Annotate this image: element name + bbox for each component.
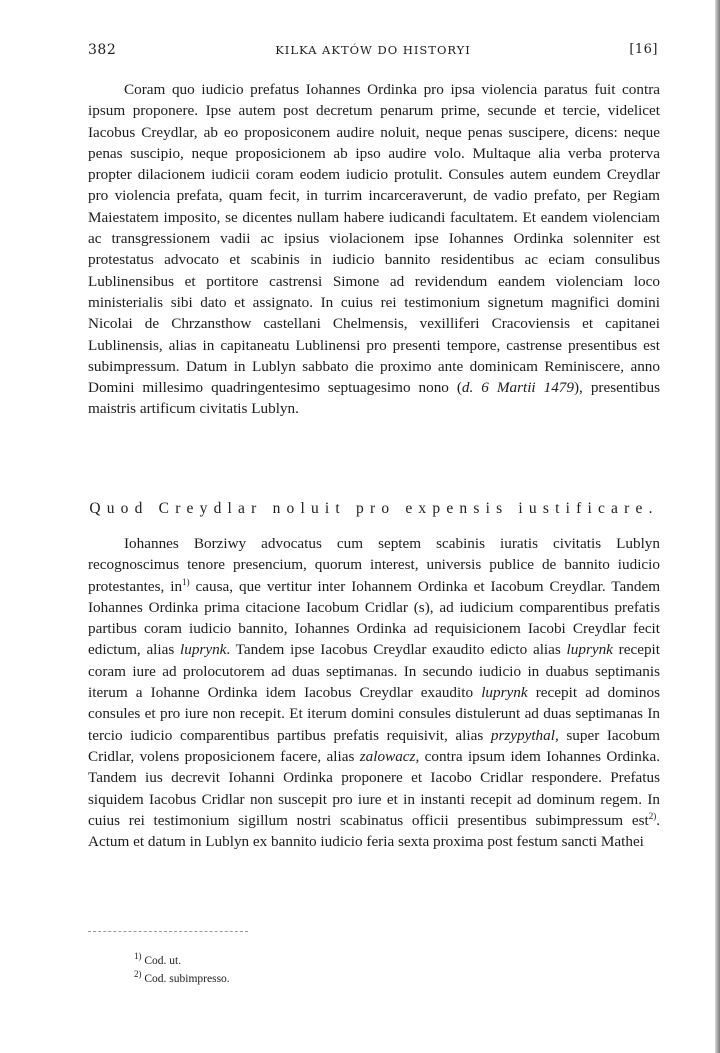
vernacular-term: zalowacz, <box>359 747 420 765</box>
footnote-mark: 1) <box>134 951 142 962</box>
vernacular-term: luprynk <box>566 641 613 659</box>
footnote-text: Cod. subimpresso. <box>144 973 230 985</box>
paragraph-2-text: causa, que vertitur inter Iohannem Ordinka et Iacobum Creydlar. Tandem Iohannes Ordinka prima citacione Iacobum Cridlar (s), ad iudicium comparentibus prefatis partibus coram iudicio bannito, Iohannes Ordinka ad requisicionem Iacobi Creydlar fecit edictum, alias <box>88 577 661 659</box>
section-heading: Quod Creydlar noluit pro expensis iustificare. <box>89 500 659 517</box>
paragraph-2-text: super Iacobum Cridlar, volens proposicionem facere, alias <box>88 726 660 765</box>
paragraph-1-text-a: Coram quo iudicio prefatus Iohannes Ordinka pro ipsa violencia paratus fuit contra ipsum proponere. Ipse autem post decretum penarum prime, secunde et tercie, videlicet Iacobus Creydlar, ab eo proposiconem audire noluit, neque penas suscipere, dicens: neque penas suscipio, neque proposicionem ab ipso audire volo. Multaque alia verba proterva propter dilacionem iudicii coram eodem iudicio protulit. Consules autem eundem Creydlar pro violencia prefata, quam fecit, in turrim incarceraverunt, de vadio prefato, per Regiam Maiestatem imposito, se dicentes nullam habere iudicandi facultatem. Et eandem violenciam ac transgressionem vadii ac ipsius violacionem ipse Iohannes Ordinka solenniter est protestatus advocato et scabinis in iudicio bannito residentibus ac eciam consulibus Lublinensibus et portitore castrensi Simone ad revidendum eandem violenciam loco ministerialis sibi dato et assignato. In cuius rei testimonium signetum magnifici domini Nicolai de Chrzansthow castellani Chelmensis, vexilliferi Cracoviensis et capitanei Lublinensis, alias in capitaneatu Lublinensi pro presenti tempore, castrense presentibus est subimpressum. Datum in Lublyn sabbato die proximo ante dominicam Reminiscere, anno Domini millesimo quadringentesimo septuagesimo nono ( <box>88 81 660 397</box>
footnote-ref-2: 2) <box>648 810 657 821</box>
vernacular-term: luprynk <box>180 641 227 659</box>
paragraph-1-text-b: ), presentibus maistris artificum civitatis Lublyn. <box>88 379 660 418</box>
footnotes <box>134 952 230 988</box>
paragraph-2-text: . Actum et datum in Lublyn ex bannito iudicio feria sexta proxima post festum sancti Mathei <box>88 811 660 851</box>
paragraph-2-text: contra ipsum idem Iohannes Ordinka. Tandem ius decrevit Iohanni Ordinka proponere et Iacobo Cridlar respondere. Prefatus siquidem Iacobus Cridlar non suscepit pro iure et in instanti recepit ad dominum regem. In cuius rei testimonium sigillum nostri scabinatus officii presentibus subimpressum est <box>88 747 660 829</box>
footnote-ref-1: 1) <box>182 576 190 587</box>
running-title: KILKA AKTÓW DO HISTORYI <box>275 43 471 57</box>
paragraph-2-text: recepit ad dominos consules et pro iure non recepit. Et iterum domini consules distulerunt ad duas septimanas In tercio iudicio comparentibus partibus prefatis requisivit, alias <box>88 684 660 744</box>
running-header <box>88 42 658 62</box>
paragraph-2-text: recepit coram iure ad prolocutorem ad duas septimanas. In secundo iudicio in duabus septimanis iterum a Iohanne Ordinka idem Iacobus Creydlar exaudito <box>88 641 660 702</box>
footnote-2 <box>134 970 230 988</box>
date-note: d. 6 Martii 1479 <box>461 379 574 397</box>
footnote-mark: 2) <box>134 969 142 980</box>
paragraph-2-text: Iohannes Borziwy advocatus cum septem scabinis iuratis civitatis Lublyn recognoscimus tenore presencium, quorum interest, universis publice de bannito iudicio protestantes, in <box>88 535 660 595</box>
scan-edge-shadow <box>715 0 720 1053</box>
page-number: 382 <box>88 42 117 58</box>
vernacular-term: przypythal, <box>490 726 559 744</box>
section-number: [16] <box>629 42 658 57</box>
vernacular-term: luprynk <box>481 684 528 702</box>
footnote-divider <box>88 931 248 932</box>
footnote-text: Cod. ut. <box>144 955 182 967</box>
paragraph-2 <box>88 533 660 852</box>
paragraph-2-text: . Tandem ipse Iacobus Creydlar exaudito edicto alias <box>226 641 567 659</box>
paragraph-1 <box>88 79 660 420</box>
footnote-1 <box>134 952 230 970</box>
